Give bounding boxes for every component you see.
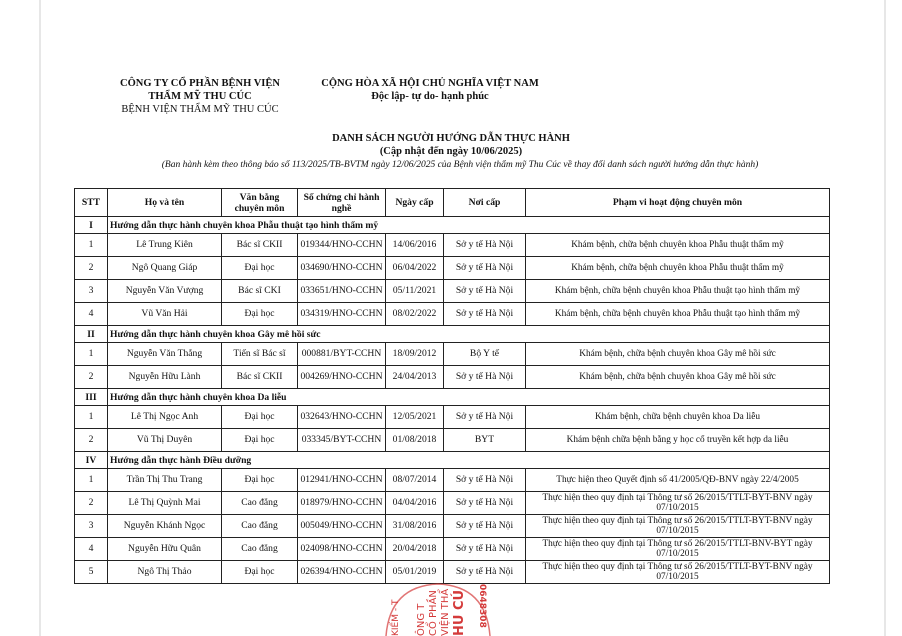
cell-scope: Thực hiện theo quy định tại Thông tư số 26/2015/TTLT-BYT-BNV ngày 07/10/2015 bbox=[526, 561, 830, 584]
cell-issuer: Sở y tế Hà Nội bbox=[444, 257, 526, 280]
cell-degree: Đại học bbox=[222, 561, 298, 584]
cell-certificate: 033345/BYT-CCHN bbox=[298, 429, 386, 452]
cell-stt: 4 bbox=[75, 303, 108, 326]
cell-scope: Khám bệnh, chữa bệnh chuyên khoa Da liễu bbox=[526, 406, 830, 429]
cell-name: Lê Thị Quỳnh Mai bbox=[108, 492, 222, 515]
cell-issuer: Sở y tế Hà Nội bbox=[444, 492, 526, 515]
cell-issue-date: 05/01/2019 bbox=[386, 561, 444, 584]
cell-stt: 5 bbox=[75, 561, 108, 584]
cell-issue-date: 18/09/2012 bbox=[386, 343, 444, 366]
cell-degree: Bác sĩ CKII bbox=[222, 366, 298, 389]
stamp-text-line: HU CÚ bbox=[452, 589, 467, 636]
document-subtitle: (Cập nhật đến ngày 10/06/2025) bbox=[379, 146, 523, 157]
cell-scope: Khám bệnh, chữa bệnh chuyên khoa Phẫu thuật tạo hình thẩm mỹ bbox=[526, 303, 830, 326]
cell-degree: Đại học bbox=[222, 406, 298, 429]
cell-degree: Đại học bbox=[222, 469, 298, 492]
cell-degree: Bác sĩ CKI bbox=[222, 280, 298, 303]
cell-degree: Bác sĩ CKII bbox=[222, 234, 298, 257]
stamp-number: 0648308 bbox=[477, 584, 487, 628]
table-row bbox=[75, 429, 830, 452]
section-number: I bbox=[75, 217, 108, 234]
cell-degree: Đại học bbox=[222, 303, 298, 326]
table-row bbox=[75, 257, 830, 280]
cell-name: Vũ Thị Duyên bbox=[108, 429, 222, 452]
cell-name: Nguyễn Hữu Quân bbox=[108, 538, 222, 561]
table-row bbox=[75, 343, 830, 366]
cell-name: Ngô Quang Giáp bbox=[108, 257, 222, 280]
cell-issue-date: 08/07/2014 bbox=[386, 469, 444, 492]
table-header-row bbox=[75, 189, 830, 217]
cell-scope: Khám bệnh, chữa bệnh chuyên khoa Gây mê hồi sức bbox=[526, 343, 830, 366]
document-title-block bbox=[0, 132, 902, 158]
cell-issuer: Sở y tế Hà Nội bbox=[444, 515, 526, 538]
cell-issue-date: 20/04/2018 bbox=[386, 538, 444, 561]
section-row bbox=[75, 217, 830, 234]
section-title: Hướng dẫn thực hành Điều dưỡng bbox=[108, 452, 830, 469]
cell-issue-date: 01/08/2018 bbox=[386, 429, 444, 452]
cell-stt: 1 bbox=[75, 406, 108, 429]
cell-stt: 1 bbox=[75, 234, 108, 257]
cell-degree: Cao đẳng bbox=[222, 492, 298, 515]
section-title: Hướng dẫn thực hành chuyên khoa Gây mê hồi sức bbox=[108, 326, 830, 343]
header-certificate: Số chứng chỉ hành nghề bbox=[298, 189, 386, 217]
cell-issue-date: 08/02/2022 bbox=[386, 303, 444, 326]
cell-issuer: Sở y tế Hà Nội bbox=[444, 234, 526, 257]
cell-stt: 2 bbox=[75, 429, 108, 452]
cell-certificate: 026394/HNO-CCHN bbox=[298, 561, 386, 584]
cell-degree: Đại học bbox=[222, 257, 298, 280]
header-issue-date: Ngày cấp bbox=[386, 189, 444, 217]
document-title: DANH SÁCH NGƯỜI HƯỚNG DẪN THỰC HÀNH bbox=[332, 133, 570, 144]
cell-stt: 2 bbox=[75, 257, 108, 280]
cell-issuer: Sở y tế Hà Nội bbox=[444, 561, 526, 584]
org-name-line1: CÔNG TY CỔ PHẦN BỆNH VIỆN bbox=[120, 78, 280, 89]
header-degree: Văn bằng chuyên môn bbox=[222, 189, 298, 217]
cell-issue-date: 12/05/2021 bbox=[386, 406, 444, 429]
section-number: II bbox=[75, 326, 108, 343]
cell-stt: 2 bbox=[75, 492, 108, 515]
header-scope: Phạm vi hoạt động chuyên môn bbox=[526, 189, 830, 217]
header-issuer: Nơi cấp bbox=[444, 189, 526, 217]
cell-issue-date: 05/11/2021 bbox=[386, 280, 444, 303]
cell-name: Nguyễn Văn Vượng bbox=[108, 280, 222, 303]
cell-certificate: 018979/HNO-CCHN bbox=[298, 492, 386, 515]
cell-scope: Khám bệnh, chữa bệnh chuyên khoa Gây mê hồi sức bbox=[526, 366, 830, 389]
cell-scope: Thực hiện theo quy định tại Thông tư số 26/2015/TTLT-BYT-BNV ngày 07/10/2015 bbox=[526, 515, 830, 538]
table-row bbox=[75, 469, 830, 492]
cell-certificate: 034319/HNO-CCHN bbox=[298, 303, 386, 326]
issuance-note: (Ban hành kèm theo thông báo số 113/2025/TB-BVTM ngày 12/06/2025 của Bệnh viện thẩm mỹ Thu Cúc về thay đổi danh sách người hướng dẫn thực hành) bbox=[161, 160, 759, 170]
stamp-text-line: ÔNG T bbox=[416, 603, 427, 636]
cell-issue-date: 24/04/2013 bbox=[386, 366, 444, 389]
cell-issue-date: 04/04/2016 bbox=[386, 492, 444, 515]
cell-certificate: 004269/HNO-CCHN bbox=[298, 366, 386, 389]
cell-stt: 3 bbox=[75, 280, 108, 303]
cell-name: Lê Trung Kiên bbox=[108, 234, 222, 257]
cell-name: Nguyễn Khánh Ngọc bbox=[108, 515, 222, 538]
cell-degree: Cao đẳng bbox=[222, 515, 298, 538]
header-stt: STT bbox=[75, 189, 108, 217]
cell-stt: 4 bbox=[75, 538, 108, 561]
header-name: Họ và tên bbox=[108, 189, 222, 217]
section-title: Hướng dẫn thực hành chuyên khoa Da liễu bbox=[108, 389, 830, 406]
org-name-line2: THẨM MỸ THU CÚC bbox=[148, 91, 252, 102]
cell-stt: 1 bbox=[75, 343, 108, 366]
cell-certificate: 032643/HNO-CCHN bbox=[298, 406, 386, 429]
section-number: IV bbox=[75, 452, 108, 469]
cell-issuer: Sở y tế Hà Nội bbox=[444, 538, 526, 561]
cell-issuer: Sở y tế Hà Nội bbox=[444, 406, 526, 429]
table-row bbox=[75, 538, 830, 561]
section-title: Hướng dẫn thực hành chuyên khoa Phẫu thuật tạo hình thẩm mỹ bbox=[108, 217, 830, 234]
cell-degree: Cao đẳng bbox=[222, 538, 298, 561]
cell-certificate: 024098/HNO-CCHN bbox=[298, 538, 386, 561]
cell-issuer: Sở y tế Hà Nội bbox=[444, 280, 526, 303]
table-row bbox=[75, 492, 830, 515]
cell-scope: Khám bệnh, chữa bệnh chuyên khoa Phẫu thuật thẩm mỹ bbox=[526, 257, 830, 280]
cell-scope: Khám bệnh chữa bệnh bằng y học cổ truyền kết hợp da liễu bbox=[526, 429, 830, 452]
cell-stt: 2 bbox=[75, 366, 108, 389]
cell-scope: Khám bệnh, chữa bệnh chuyên khoa Phẫu thuật tạo hình thẩm mỹ bbox=[526, 280, 830, 303]
section-row bbox=[75, 452, 830, 469]
cell-issuer: Sở y tế Hà Nội bbox=[444, 366, 526, 389]
cell-issue-date: 06/04/2022 bbox=[386, 257, 444, 280]
cell-name: Nguyễn Văn Thắng bbox=[108, 343, 222, 366]
cell-issuer: Bộ Y tế bbox=[444, 343, 526, 366]
cell-certificate: 005049/HNO-CCHN bbox=[298, 515, 386, 538]
cell-certificate: 033651/HNO-CCHN bbox=[298, 280, 386, 303]
cell-name: Lê Thị Ngọc Anh bbox=[108, 406, 222, 429]
section-row bbox=[75, 326, 830, 343]
table-row bbox=[75, 406, 830, 429]
cell-certificate: 000881/BYT-CCHN bbox=[298, 343, 386, 366]
cell-certificate: 034690/HNO-CCHN bbox=[298, 257, 386, 280]
instructor-table bbox=[74, 188, 830, 584]
cell-degree: Đại học bbox=[222, 429, 298, 452]
cell-scope: Khám bệnh, chữa bệnh chuyên khoa Phẫu thuật thẩm mỹ bbox=[526, 234, 830, 257]
hospital-name: BỆNH VIỆN THẨM MỸ THU CÚC bbox=[121, 104, 279, 115]
cell-certificate: 019344/HNO-CCHN bbox=[298, 234, 386, 257]
organization-header bbox=[100, 77, 300, 116]
table-row bbox=[75, 303, 830, 326]
cell-name: Vũ Văn Hải bbox=[108, 303, 222, 326]
national-title: CỘNG HÒA XÃ HỘI CHỦ NGHĨA VIỆT NAM bbox=[321, 78, 539, 89]
cell-issuer: Sở y tế Hà Nội bbox=[444, 469, 526, 492]
cell-issuer: BYT bbox=[444, 429, 526, 452]
table-row bbox=[75, 366, 830, 389]
national-motto: Độc lập- tự do- hạnh phúc bbox=[371, 91, 489, 102]
cell-degree: Tiến sĩ Bác sĩ bbox=[222, 343, 298, 366]
section-row bbox=[75, 389, 830, 406]
cell-issue-date: 31/08/2016 bbox=[386, 515, 444, 538]
cell-issuer: Sở y tế Hà Nội bbox=[444, 303, 526, 326]
cell-name: Trần Thị Thu Trang bbox=[108, 469, 222, 492]
table-row bbox=[75, 234, 830, 257]
table-row bbox=[75, 280, 830, 303]
cell-name: Nguyễn Hữu Lành bbox=[108, 366, 222, 389]
section-number: III bbox=[75, 389, 108, 406]
cell-scope: Thực hiện theo quy định tại Thông tư số 26/2015/TTLT-BYT-BNV ngày 07/10/2015 bbox=[526, 492, 830, 515]
table-row bbox=[75, 515, 830, 538]
national-header bbox=[300, 77, 560, 103]
red-seal-stamp bbox=[368, 582, 528, 636]
cell-certificate: 012941/HNO-CCHN bbox=[298, 469, 386, 492]
cell-stt: 3 bbox=[75, 515, 108, 538]
stamp-text-line: VIỆN THẨ bbox=[440, 588, 451, 636]
cell-scope: Thực hiện theo quy định tại Thông tư số 26/2015/TTLT-BNV-BYT ngày 07/10/2015 bbox=[526, 538, 830, 561]
stamp-edge-text: KIẾM - T bbox=[391, 599, 401, 636]
cell-issue-date: 14/06/2016 bbox=[386, 234, 444, 257]
cell-scope: Thực hiện theo Quyết định số 41/2005/QĐ-BNV ngày 22/4/2005 bbox=[526, 469, 830, 492]
cell-name: Ngô Thị Thảo bbox=[108, 561, 222, 584]
cell-stt: 1 bbox=[75, 469, 108, 492]
table-row bbox=[75, 561, 830, 584]
stamp-text-line: CỔ PHẦN bbox=[428, 590, 439, 636]
